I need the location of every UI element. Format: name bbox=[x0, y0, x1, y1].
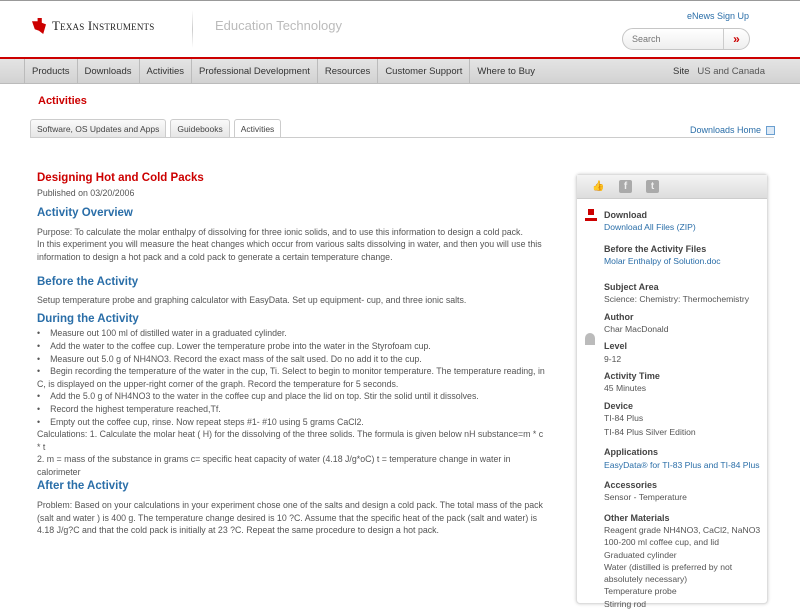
enews-signup-link[interactable]: eNews Sign Up bbox=[687, 11, 750, 21]
page-title: Activities bbox=[38, 95, 87, 107]
device-heading: Device bbox=[604, 400, 634, 411]
during-heading: During the Activity bbox=[37, 312, 139, 325]
author-heading: Author bbox=[604, 311, 634, 322]
list-item: • Begin recording the temperature of the water in the cup, Ti. Select to begin to monitor temperature. The temperature reading, in C, is displayed on the upper-right corner of the graph. Record the temperature for 5 seconds. bbox=[37, 365, 547, 390]
material-item: Water (distilled is preferred by not absolutely necessary) bbox=[604, 561, 733, 585]
list-item: • Empty out the coffee cup, rinse. Now repeat steps #1- #10 using 5 grams CaCl2. bbox=[37, 416, 547, 429]
nav-resources[interactable]: Resources bbox=[318, 59, 378, 84]
site-selector[interactable] bbox=[673, 66, 765, 77]
list-item: • Record the highest temperature reached,Tf. bbox=[37, 403, 547, 416]
nav-where-to-buy[interactable]: Where to Buy bbox=[477, 65, 535, 77]
downloads-home-link[interactable] bbox=[690, 125, 775, 135]
material-item: Stirring rod bbox=[604, 598, 647, 609]
author-value: Char MacDonald bbox=[604, 324, 669, 335]
overview-heading: Activity Overview bbox=[37, 207, 133, 220]
social-bar bbox=[577, 175, 767, 199]
divider bbox=[192, 10, 193, 48]
list-item: • Add the water to the coffee cup. Lower the temperature probe into the water in the Styrofoam cup. bbox=[37, 340, 547, 353]
section-title: Education Technology bbox=[215, 18, 342, 33]
before-files-heading: Before the Activity Files bbox=[604, 243, 707, 254]
material-item: 100-200 ml coffee cup, and lid bbox=[604, 537, 719, 548]
nav-professional-development[interactable]: Professional Development bbox=[192, 59, 318, 84]
time-value: 45 Minutes bbox=[604, 383, 647, 394]
activity-details-panel bbox=[576, 174, 768, 609]
list-item: • Add the 5.0 g of NH4NO3 to the water in the coffee cup and place the lid on top. Stir the solid until it dissolves. bbox=[37, 390, 547, 403]
application-link[interactable]: EasyData® for TI-83 Plus and TI-84 Plus bbox=[604, 459, 760, 470]
tab-activities[interactable]: Activities bbox=[234, 119, 282, 138]
before-text: Setup temperature probe and graphing calculator with EasyData. Set up equipment- cup, and three ionic salts. bbox=[37, 295, 467, 306]
list-item: • Measure out 5.0 g of NH4NO3. Record the exact mass of the salt used. Do no add it to the cup. bbox=[37, 353, 547, 366]
level-heading: Level bbox=[604, 341, 628, 352]
tab-guidebooks[interactable]: Guidebooks bbox=[170, 119, 229, 137]
nav-customer-support[interactable]: Customer Support bbox=[378, 59, 470, 84]
time-heading: Activity Time bbox=[604, 370, 660, 381]
overview-text: In this experiment you will measure the heat changes which occur from various salts dissolving in water, and then you will use this information to design a hot pack and a cold pack to generate a certain temperature change. bbox=[37, 239, 542, 262]
top-border bbox=[0, 0, 800, 1]
activity-title: Designing Hot and Cold Packs bbox=[37, 172, 204, 184]
steps-list bbox=[37, 327, 547, 428]
accessories-value: Sensor - Temperature bbox=[604, 492, 687, 503]
author-icon bbox=[585, 333, 595, 345]
search-button[interactable]: » bbox=[723, 29, 749, 49]
download-all-link[interactable]: Download All Files (ZIP) bbox=[604, 222, 696, 233]
download-icon bbox=[585, 209, 597, 221]
facebook-icon[interactable]: f bbox=[619, 180, 632, 193]
after-heading: After the Activity bbox=[37, 480, 129, 493]
applications-heading: Applications bbox=[604, 447, 659, 458]
material-item: Graduated cylinder bbox=[604, 549, 677, 560]
downloads-home-label[interactable]: Downloads Home bbox=[690, 125, 762, 135]
device-value: TI-84 Plus Silver Edition bbox=[604, 427, 696, 438]
list-item: • Measure out 100 ml of distilled water in a graduated cylinder. bbox=[37, 327, 547, 340]
level-value: 9-12 bbox=[604, 353, 622, 364]
calculations-2: 2. m = mass of the substance in grams c= specific heat capacity of water (4.18 J/g*oC) t = temperature change in water in calorimeter bbox=[37, 454, 511, 477]
tab-divider bbox=[30, 137, 774, 138]
accessories-heading: Accessories bbox=[604, 480, 658, 491]
material-item: Reagent grade NH4NO3, CaCl2, NaNO3 bbox=[604, 524, 761, 535]
search-input[interactable] bbox=[623, 34, 723, 44]
device-value: TI-84 Plus bbox=[604, 412, 644, 423]
material-item: Temperature probe bbox=[604, 586, 677, 597]
activity-content bbox=[37, 172, 547, 537]
download-heading: Download bbox=[604, 210, 647, 220]
materials-heading: Other Materials bbox=[604, 512, 670, 523]
brand-name: Texas Instruments bbox=[52, 18, 155, 33]
twitter-icon[interactable]: t bbox=[646, 180, 659, 193]
before-file-link[interactable]: Molar Enthalpy of Solution.doc bbox=[604, 255, 721, 266]
ti-logo[interactable] bbox=[32, 18, 154, 34]
subject-heading: Subject Area bbox=[604, 282, 659, 293]
nav-products[interactable]: Products bbox=[24, 59, 78, 84]
after-text: Problem: Based on your calculations in your experiment chose one of the salts and design a cold pack. The total mass of the pack (salt and water ) is 400 g. The temperature change desired is 10 ?C. Assume that the specific heat of the pack (salt and water) is 4.18 J/g?C and that the cold pack is initially at 23 ?C. Repeat the same procedure to design a hot pack. bbox=[37, 500, 543, 536]
like-icon[interactable]: 👍 bbox=[592, 181, 605, 192]
nav-activities[interactable]: Activities bbox=[140, 59, 192, 84]
site-value: US and Canada bbox=[697, 66, 765, 77]
subject-value: Science: Chemistry: Thermochemistry bbox=[604, 294, 750, 305]
overview-purpose: Purpose: To calculate the molar enthalpy of dissolving for three ionic solids, and to use this information to design a cold pack. bbox=[37, 226, 523, 237]
published-date: Published on 03/20/2006 bbox=[37, 187, 135, 198]
tabs bbox=[30, 119, 281, 138]
search-box bbox=[622, 28, 750, 50]
nav-downloads[interactable]: Downloads bbox=[78, 59, 140, 84]
tab-software[interactable]: Software, OS Updates and Apps bbox=[30, 119, 166, 137]
calculations-1: Calculations: 1. Calculate the molar heat ( H) for the dissolving of the three solids. The formula is given below nH substance=m * c * t bbox=[37, 429, 544, 452]
ti-logo-icon bbox=[32, 18, 46, 34]
before-heading: Before the Activity bbox=[37, 275, 139, 288]
home-icon bbox=[766, 126, 775, 135]
site-label: Site bbox=[673, 66, 690, 77]
